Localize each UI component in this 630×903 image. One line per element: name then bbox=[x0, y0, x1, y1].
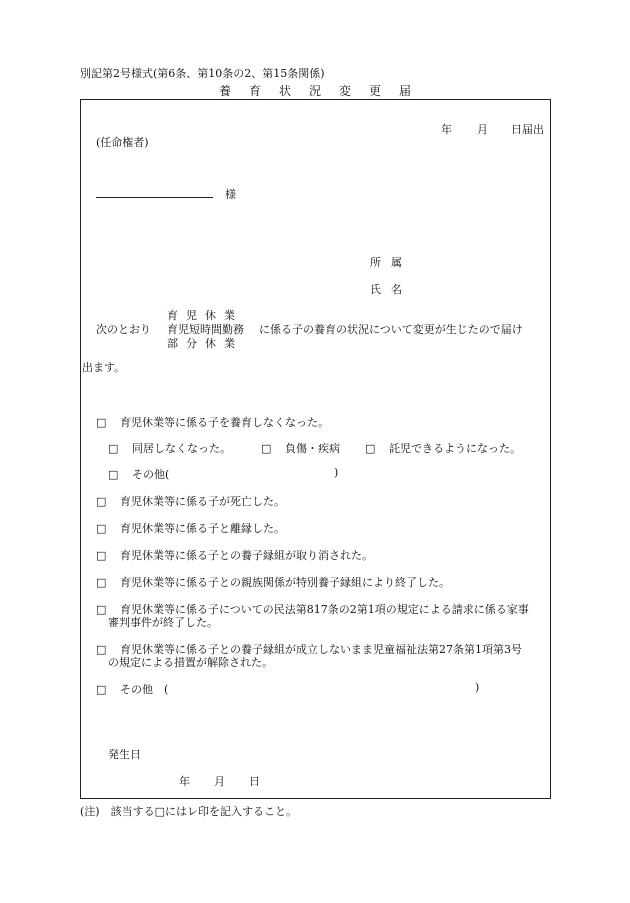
item-other-close: ) bbox=[475, 681, 480, 694]
item-text: 育児休業等に係る子についての民法第817条の2第1項の規定による請求に係る家事 bbox=[120, 603, 529, 616]
item-text: 同居しなくなった。 bbox=[132, 442, 231, 455]
checkbox[interactable]: □ bbox=[365, 442, 376, 455]
footnote: (注) 該当する□にはレ印を記入すること。 bbox=[80, 805, 297, 818]
item-text: 託児できるようになった。 bbox=[389, 442, 521, 455]
filed-year: 年 bbox=[441, 123, 452, 136]
intro-continuation: 出ます。 bbox=[82, 361, 126, 374]
item-civil-code-cont: 審判事件が終了した。 bbox=[108, 616, 218, 629]
checkbox[interactable]: □ bbox=[108, 442, 119, 455]
item-text: 育児休業等に係る子との養子縁組が取り消された。 bbox=[120, 549, 373, 562]
checkbox[interactable]: □ bbox=[96, 576, 107, 589]
sub-other-close: ) bbox=[334, 466, 339, 479]
sub-injury-illness[interactable] bbox=[261, 440, 340, 456]
checkbox[interactable]: □ bbox=[96, 522, 107, 535]
leave-type-childcare: 育児休業 bbox=[167, 309, 243, 322]
item-text: 育児休業等に係る子との養子縁組が成立しないまま児童福祉法第27条第1項第3号 bbox=[120, 643, 522, 656]
intro-suffix: に係る子の養育の状況について変更が生じたので届け bbox=[259, 323, 523, 336]
filed-month: 月 bbox=[477, 123, 488, 136]
affiliation-label: 所属 bbox=[370, 256, 412, 269]
checkbox[interactable]: □ bbox=[96, 683, 107, 696]
checkbox[interactable]: □ bbox=[96, 416, 107, 429]
sub-no-cohabit[interactable] bbox=[108, 440, 231, 456]
item-child-disowned[interactable] bbox=[96, 520, 285, 536]
item-text: その他( bbox=[132, 468, 170, 481]
item-child-died[interactable] bbox=[96, 493, 285, 509]
item-text: 育児休業等に係る子が死亡した。 bbox=[120, 495, 285, 508]
checkbox[interactable]: □ bbox=[261, 442, 272, 455]
occurrence-year: 年 bbox=[179, 775, 190, 788]
checkbox[interactable]: □ bbox=[108, 468, 119, 481]
item-text: その他 ( bbox=[120, 683, 169, 696]
checkbox[interactable]: □ bbox=[96, 549, 107, 562]
name-label: 氏名 bbox=[370, 283, 412, 296]
item-text: 育児休業等に係る子と離縁した。 bbox=[120, 522, 285, 535]
appointer-label: (任命権者) bbox=[96, 136, 149, 149]
item-special-adoption[interactable] bbox=[96, 574, 450, 590]
item-welfare-act-cont: の規定による措置が解除された。 bbox=[108, 656, 273, 669]
occurrence-month: 月 bbox=[214, 775, 225, 788]
page-title: 養育状況変更届 bbox=[219, 84, 430, 98]
leave-type-partial: 部分休業 bbox=[167, 337, 243, 350]
addressee-line bbox=[96, 197, 213, 198]
item-other[interactable] bbox=[96, 681, 168, 697]
checkbox[interactable]: □ bbox=[96, 643, 107, 656]
occurrence-label: 発生日 bbox=[108, 748, 141, 761]
sub-daycare[interactable] bbox=[365, 440, 521, 456]
item-adoption-cancelled[interactable] bbox=[96, 547, 373, 563]
leave-type-short-hours: 育児短時間勤務 bbox=[167, 323, 244, 336]
occurrence-day: 日 bbox=[249, 775, 260, 788]
item-text: 育児休業等に係る子との親族関係が特別養子縁組により終了した。 bbox=[120, 576, 450, 589]
honorific: 様 bbox=[225, 188, 236, 201]
filed-day: 日届出 bbox=[511, 123, 544, 136]
item-text: 負傷・疾病 bbox=[285, 442, 340, 455]
form-reference: 別記第2号様式(第6条、第10条の2、第15条関係) bbox=[80, 67, 325, 80]
checkbox[interactable]: □ bbox=[96, 495, 107, 508]
item-text: 育児休業等に係る子を養育しなくなった。 bbox=[120, 416, 329, 429]
intro-prefix: 次のとおり bbox=[96, 323, 151, 336]
sub-other[interactable] bbox=[108, 466, 169, 482]
checkbox[interactable]: □ bbox=[96, 603, 107, 616]
item-no-longer-raising[interactable] bbox=[96, 414, 329, 430]
